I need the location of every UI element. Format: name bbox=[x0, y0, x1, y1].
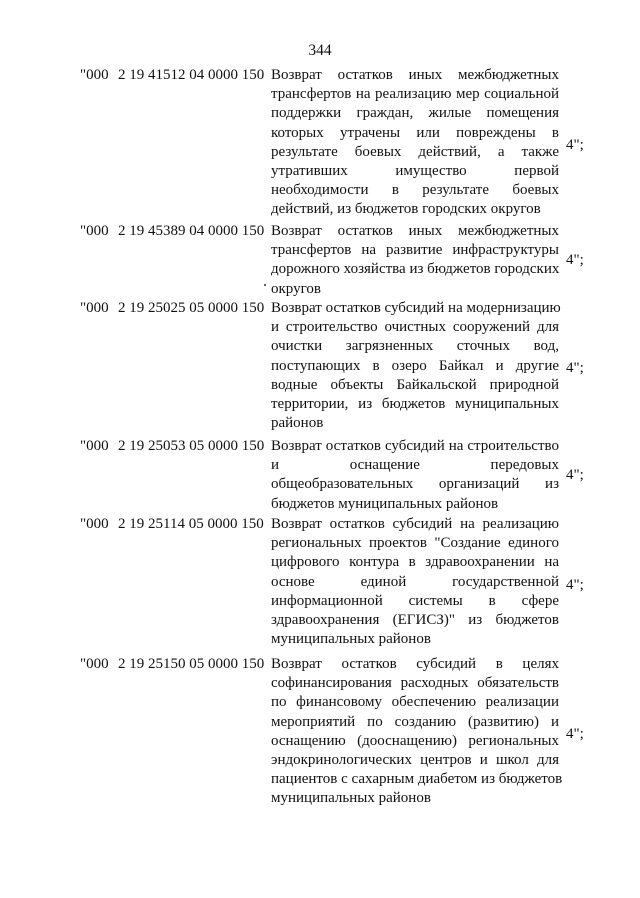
description-line: эндокринологических центров и школ для bbox=[271, 751, 559, 768]
row-suffix: 4"; bbox=[566, 137, 584, 153]
row-suffix: 4"; bbox=[566, 467, 584, 483]
budget-code bbox=[80, 437, 264, 456]
description-line: результате боевых действий, а также bbox=[271, 143, 559, 160]
table-row bbox=[0, 66, 640, 220]
description-line: информационной системы в сфере bbox=[271, 592, 559, 609]
description-line: бюджетов муниципальных районов bbox=[271, 495, 499, 512]
description-line: и оснащение передовых bbox=[271, 457, 559, 474]
description-line: Возврат остатков субсидий на строительство bbox=[271, 438, 559, 454]
row-suffix: 4"; bbox=[566, 726, 584, 742]
description-line: которых утрачены или повреждены в bbox=[271, 124, 559, 141]
budget-code-number: 2 19 25150 05 0000 150 bbox=[118, 656, 265, 672]
budget-code-number: 2 19 25025 05 0000 150 bbox=[118, 300, 265, 316]
description-line: округов bbox=[271, 280, 321, 297]
table-row bbox=[0, 515, 640, 649]
budget-code-prefix: "000 bbox=[80, 67, 109, 83]
row-suffix: 4"; bbox=[566, 252, 584, 268]
description-line: софинансирования расходных обязательств bbox=[271, 675, 559, 692]
description-line: действий, из бюджетов городских округов bbox=[271, 201, 541, 218]
description-line: пациентов с сахарным диабетом из бюджетов bbox=[271, 771, 563, 788]
description-line: по финансовому обеспечению реализации bbox=[271, 694, 559, 711]
budget-code bbox=[80, 515, 264, 534]
row-suffix: 4"; bbox=[566, 577, 584, 593]
budget-code-prefix: "000 bbox=[80, 223, 109, 239]
description-line: водные объекты Байкальской природной bbox=[271, 376, 559, 393]
description-line: муниципальных районов bbox=[271, 631, 431, 648]
table-row bbox=[0, 299, 640, 433]
code-description bbox=[271, 299, 559, 433]
description-line: Возврат остатков иных межбюджетных bbox=[271, 223, 559, 239]
description-line: оснащению (дооснащению) региональных bbox=[271, 732, 559, 749]
table-row bbox=[0, 222, 640, 299]
budget-code-prefix: "000 bbox=[80, 516, 109, 532]
description-line: и строительство очистных сооружений для bbox=[271, 319, 559, 336]
budget-code-number: 2 19 41512 04 0000 150 bbox=[118, 67, 265, 83]
description-line: муниципальных районов bbox=[271, 790, 431, 807]
description-line: здравоохранения (ЕГИСЗ)" из бюджетов bbox=[271, 611, 559, 628]
description-line: поступающих в озеро Байкал и другие bbox=[271, 357, 559, 374]
code-description bbox=[271, 222, 559, 299]
description-line: Возврат остатков субсидий в целях bbox=[271, 656, 559, 672]
table-row bbox=[0, 437, 640, 514]
description-line: поддержки граждан, жилые помещения bbox=[271, 105, 559, 122]
budget-code bbox=[80, 66, 264, 85]
description-line: основе единой государственной bbox=[271, 573, 559, 590]
table-row bbox=[0, 655, 640, 809]
page-number: 344 bbox=[308, 42, 332, 59]
budget-code bbox=[80, 299, 264, 318]
budget-code bbox=[80, 222, 264, 241]
budget-code-prefix: "000 bbox=[80, 438, 109, 454]
description-line: трансфертов на развитие инфраструктуры bbox=[271, 242, 559, 259]
description-line: региональных проектов "Создание единого bbox=[271, 535, 559, 552]
description-line: утративших имущество первой bbox=[271, 162, 559, 179]
code-description bbox=[271, 655, 563, 809]
description-line: очистки загрязненных сточных вод, bbox=[271, 338, 559, 355]
code-description bbox=[271, 437, 559, 514]
budget-code bbox=[80, 655, 264, 674]
description-line: Возврат остатков субсидий на модернизацию bbox=[271, 300, 561, 316]
description-line: районов bbox=[271, 415, 324, 432]
description-line: цифрового контура в здравоохранении на bbox=[271, 554, 559, 571]
description-line: дорожного хозяйства из бюджетов городских bbox=[271, 261, 560, 278]
description-line: Возврат остатков иных межбюджетных bbox=[271, 67, 559, 83]
description-line: Возврат остатков субсидий на реализацию bbox=[271, 516, 559, 532]
budget-code-prefix: "000 bbox=[80, 656, 109, 672]
code-description bbox=[271, 515, 559, 649]
description-line: необходимости в результате боевых bbox=[271, 182, 559, 199]
row-suffix: 4"; bbox=[566, 360, 584, 376]
budget-code-number: 2 19 25053 05 0000 150 bbox=[118, 438, 265, 454]
description-line: трансфертов на реализацию мер социальной bbox=[271, 86, 559, 103]
description-line: мероприятий по созданию (развитию) и bbox=[271, 713, 559, 730]
description-line: территории, из бюджетов муниципальных bbox=[271, 395, 559, 412]
code-description bbox=[271, 66, 559, 220]
budget-code-number: 2 19 45389 04 0000 150 bbox=[118, 223, 265, 239]
description-line: общеобразовательных организаций из bbox=[271, 476, 559, 493]
budget-code-prefix: "000 bbox=[80, 300, 109, 316]
budget-code-number: 2 19 25114 05 0000 150 bbox=[118, 516, 264, 532]
